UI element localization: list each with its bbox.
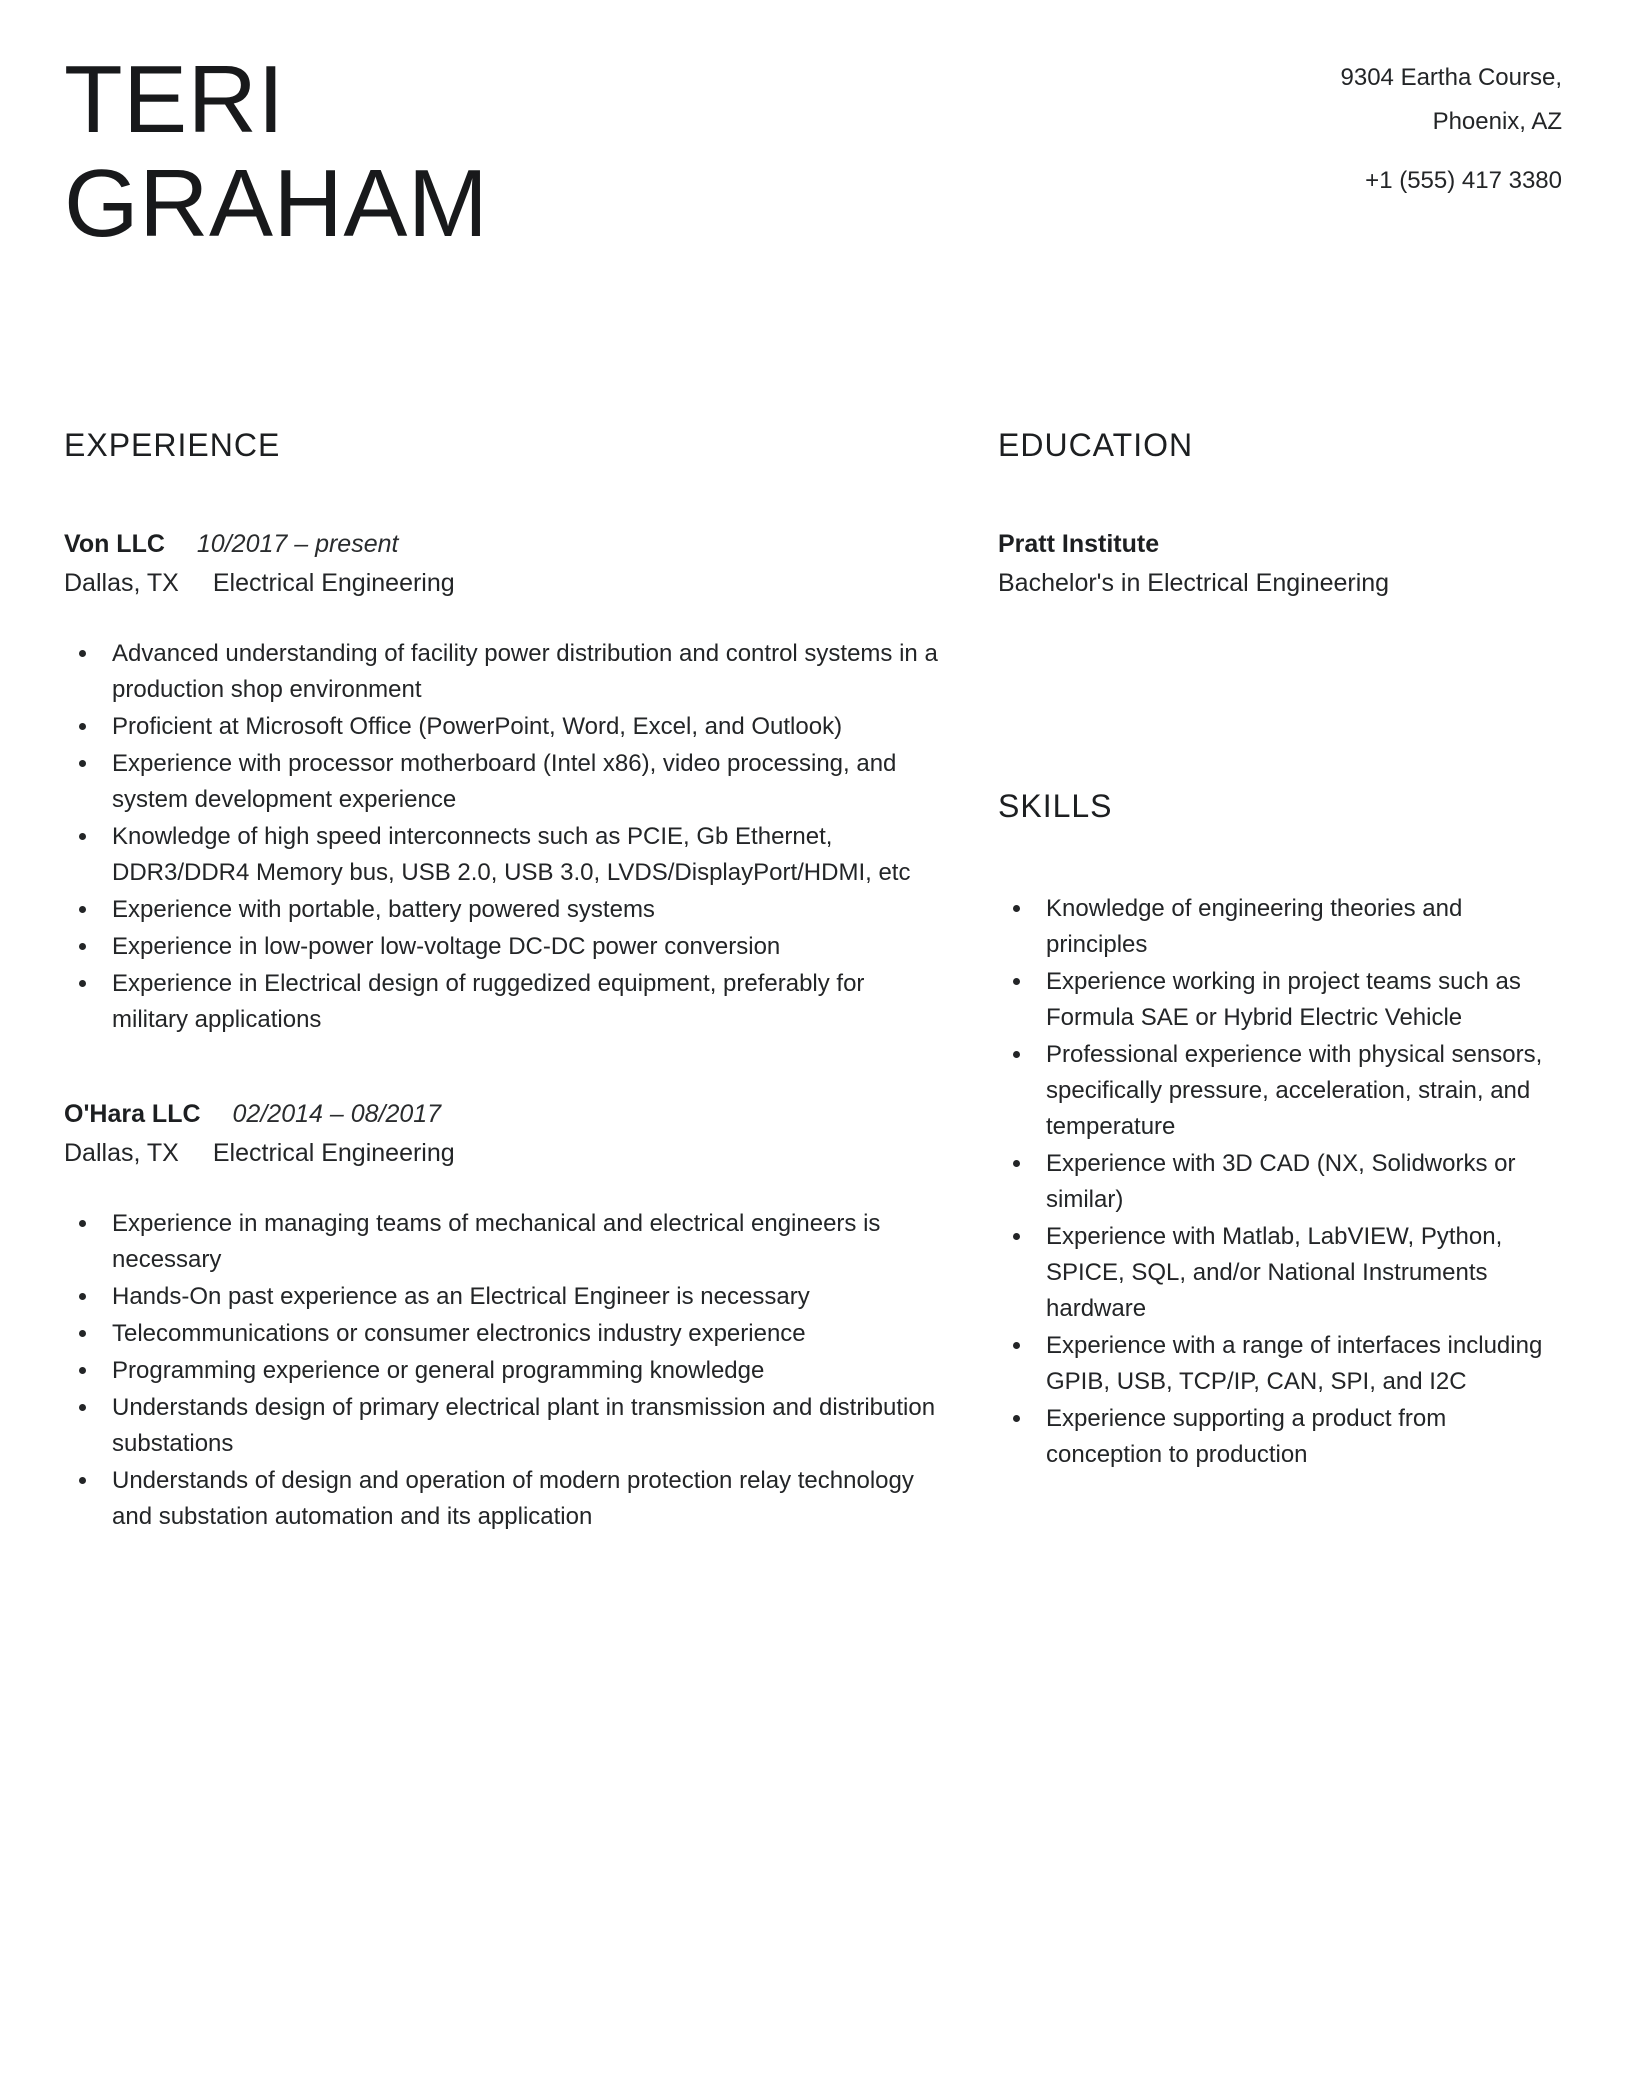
skill-bullet: • Experience supporting a product from conception to production [1034,1401,1562,1473]
job-subhead [64,569,944,598]
job-bullet: • Experience in Electrical design of ruggedized equipment, preferably for military applications [100,966,944,1038]
skills-heading: SKILLS [998,788,1113,825]
school-name: Pratt Institute [998,530,1160,559]
company-name: O'Hara LLC [64,1100,201,1129]
education-heading: EDUCATION [998,427,1194,464]
job-field: Electrical Engineering [212,569,455,598]
resume-body [64,427,1562,1535]
job-bullet: • Understands of design and operation of modern protection relay technology and substation automation and its application [100,1463,944,1535]
job-bullet-list [64,636,944,1038]
contact-block [1341,48,1562,203]
skill-bullet: • Experience with 3D CAD (NX, Solidworks or similar) [1034,1146,1562,1218]
job-bullet: • Programming experience or general programming knowledge [100,1353,944,1389]
company-name: Von LLC [64,530,165,559]
job-bullet: • Advanced understanding of facility power distribution and control systems in a production shop environment [100,636,944,708]
skills-section [998,788,1562,1473]
job-bullet: • Proficient at Microsoft Office (PowerPoint, Word, Excel, and Outlook) [100,709,944,745]
resume-header [64,48,1562,255]
job-subhead [64,1139,944,1168]
experience-section [64,427,944,1535]
skill-bullet: • Experience with a range of interfaces including GPIB, USB, TCP/IP, CAN, SPI, and I2C [1034,1328,1562,1400]
contact-address-line2: Phoenix, AZ [1432,108,1562,136]
right-column [998,427,1562,1535]
job-bullet-list [64,1206,944,1535]
skills-list [998,891,1562,1473]
job-entry-von-llc [64,530,944,1038]
skill-bullet: • Knowledge of engineering theories and principles [1034,891,1562,963]
job-location: Dallas, TX [64,1139,179,1168]
job-entry-ohara-llc [64,1100,944,1535]
degree: Bachelor's in Electrical Engineering [998,569,1390,598]
job-bullet: • Hands-On past experience as an Electrical Engineer is necessary [100,1279,944,1315]
job-bullet: • Knowledge of high speed interconnects such as PCIE, Gb Ethernet, DDR3/DDR4 Memory bus, USB 2.0, USB 3.0, LVDS/DisplayPort/HDMI, etc [100,819,944,891]
job-bullet: • Experience in low-power low-voltage DC-DC power conversion [100,929,944,965]
candidate-last-name: GRAHAM [64,149,489,257]
skill-bullet: • Professional experience with physical sensors, specifically pressure, acceleration, strain, and temperature [1034,1037,1562,1145]
job-dates: 10/2017 – present [196,530,399,559]
skill-bullet: • Experience working in project teams such as Formula SAE or Hybrid Electric Vehicle [1034,964,1562,1036]
education-section [998,427,1562,598]
job-location: Dallas, TX [64,569,179,598]
job-bullet: • Telecommunications or consumer electronics industry experience [100,1316,944,1352]
contact-address-line1: 9304 Eartha Course, [1340,64,1562,91]
job-dates: 02/2014 – 08/2017 [232,1100,442,1129]
job-bullet: • Experience in managing teams of mechanical and electrical engineers is necessary [100,1206,944,1278]
candidate-first-name: TERI [64,46,285,153]
contact-phone: +1 (555) 417 3380 [1365,166,1562,194]
job-head [64,530,944,559]
job-head [64,1100,944,1129]
skill-bullet: • Experience with Matlab, LabVIEW, Python, SPICE, SQL, and/or National Instruments hardware [1034,1219,1562,1327]
job-bullet: • Experience with portable, battery powered systems [100,892,944,928]
candidate-name [64,48,488,255]
job-field: Electrical Engineering [212,1139,455,1168]
job-bullet: • Understands design of primary electrical plant in transmission and distribution substations [100,1390,944,1462]
experience-heading: EXPERIENCE [64,427,281,464]
job-bullet: • Experience with processor motherboard (Intel x86), video processing, and system development experience [100,746,944,818]
